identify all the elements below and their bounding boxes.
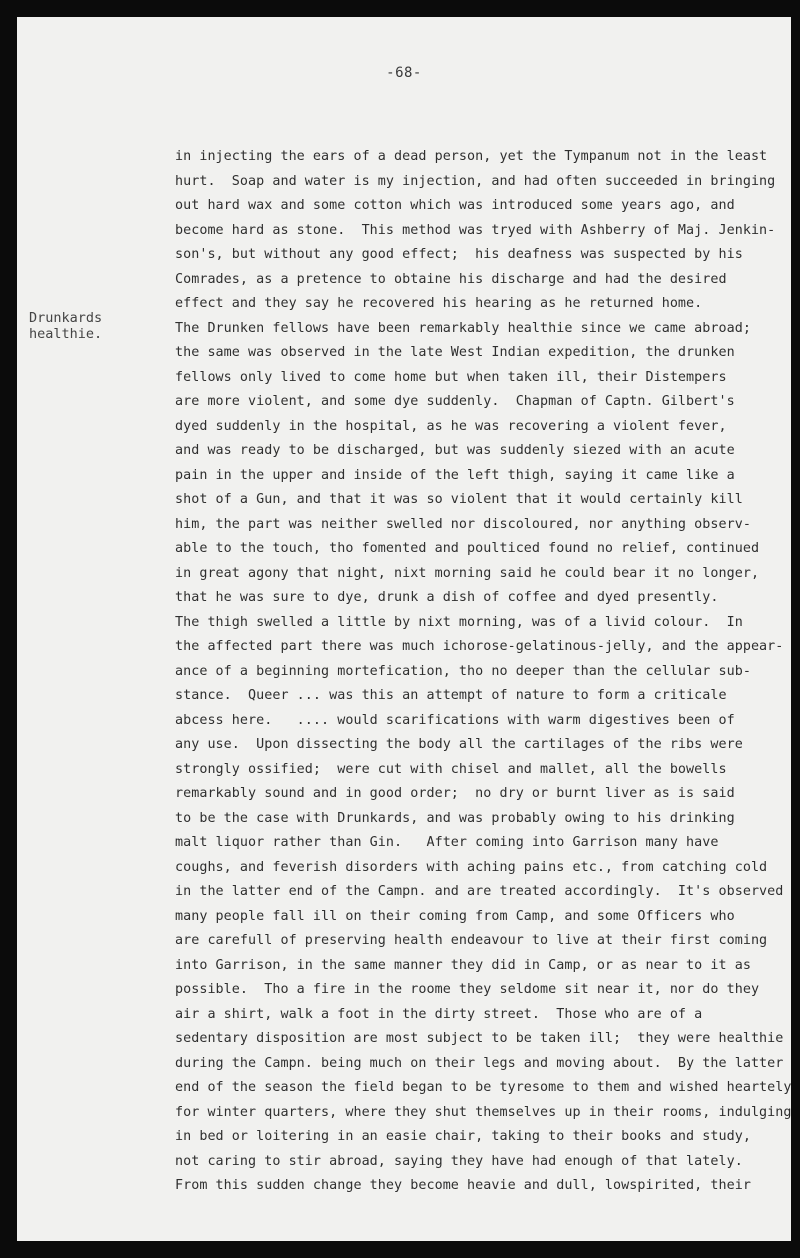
text-line: to be the case with Drunkards, and was probably owing to his drinking [175, 810, 735, 826]
margin-note-line: healthie. [29, 326, 103, 342]
text-line: are carefull of preserving health endeavour to live at their first coming [175, 933, 768, 948]
text-line: Comrades, as a pretence to obtaine his discharge and had the desired [175, 271, 727, 287]
margin-note [29, 310, 102, 342]
text-line: many people fall ill on their coming from Camp, and some Officers who [175, 908, 735, 924]
text-line: sedentary disposition are most subject to be taken ill; they were healthie [175, 1031, 784, 1046]
text-line: The thigh swelled a little by nixt morning, was of a livid colour. In [175, 614, 743, 630]
body-text [175, 145, 792, 1199]
text-line: The Drunken fellows have been remarkably healthie since we came abroad; [175, 320, 751, 336]
text-line: effect and they say he recovered his hearing as he returned home. [175, 296, 703, 311]
text-line: strongly ossified; were cut with chisel and mallet, all the bowells [175, 761, 727, 777]
text-line: end of the season the field began to be tyresome to them and wished heartely [175, 1080, 792, 1095]
text-line: air a shirt, walk a foot in the dirty street. Those who are of a [175, 1006, 703, 1022]
text-line: out hard wax and some cotton which was introduced some years ago, and [175, 198, 735, 213]
text-line: pain in the upper and inside of the left thigh, saying it came like a [175, 467, 735, 483]
margin-note-line: Drunkards [29, 310, 103, 326]
text-line: into Garrison, in the same manner they did in Camp, or as near to it as [175, 957, 751, 973]
text-line: coughs, and feverish disorders with aching pains etc., from catching cold [175, 859, 768, 875]
text-line: stance. Queer ... was this an attempt of nature to form a criticale [175, 688, 727, 703]
text-line: dyed suddenly in the hospital, as he was recovering a violent fever, [175, 418, 727, 434]
text-line: are more violent, and some dye suddenly. Chapman of Captn. Gilbert's [175, 394, 735, 409]
text-line: possible. Tho a fire in the roome they seldome sit near it, nor do they [175, 982, 760, 997]
text-line: remarkably sound and in good order; no dry or burnt liver as is said [175, 786, 735, 801]
text-line: the same was observed in the late West Indian expedition, the drunken [175, 345, 735, 360]
text-line: fellows only lived to come home but when taken ill, their Distempers [175, 369, 727, 385]
text-line: abcess here. .... would scarifications with warm digestives been of [175, 712, 735, 728]
text-line: and was ready to be discharged, but was suddenly siezed with an acute [175, 443, 735, 458]
text-line: hurt. Soap and water is my injection, and had often succeeded in bringing [175, 173, 776, 189]
text-line: during the Campn. being much on their legs and moving about. By the latter [175, 1055, 784, 1071]
text-line: son's, but without any good effect; his deafness was suspected by his [175, 247, 743, 262]
text-line: that he was sure to dye, drunk a dish of coffee and dyed presently. [175, 590, 719, 605]
text-line: in injecting the ears of a dead person, yet the Tympanum not in the least [175, 149, 768, 164]
text-line: him, the part was neither swelled nor discoloured, nor anything observ- [175, 516, 751, 532]
text-line: ance of a beginning mortefication, tho no deeper than the cellular sub- [175, 663, 751, 679]
text-line: become hard as stone. This method was tryed with Ashberry of Maj. Jenkin- [175, 222, 776, 238]
text-line: in the latter end of the Campn. and are treated accordingly. It's observed [175, 884, 784, 899]
text-line: any use. Upon dissecting the body all the cartilages of the ribs were [175, 737, 743, 752]
text-line: shot of a Gun, and that it was so violent that it would certainly kill [175, 492, 743, 507]
text-line: able to the touch, tho fomented and poulticed found no relief, continued [175, 541, 760, 556]
text-line: in bed or loitering in an easie chair, taking to their books and study, [175, 1129, 751, 1144]
text-line: for winter quarters, where they shut themselves up in their rooms, indulging [175, 1104, 792, 1120]
text-line: not caring to stir abroad, saying they have had enough of that lately. [175, 1153, 743, 1169]
document-page [17, 17, 791, 1241]
text-line: From this sudden change they become heavie and dull, lowspirited, their [175, 1178, 751, 1193]
text-line: in great agony that night, nixt morning said he could bear it no longer, [175, 565, 760, 581]
text-line: malt liquor rather than Gin. After coming into Garrison many have [175, 835, 719, 850]
page-number: -68- [386, 65, 422, 81]
text-line: the affected part there was much ichorose-gelatinous-jelly, and the appear- [175, 639, 784, 654]
